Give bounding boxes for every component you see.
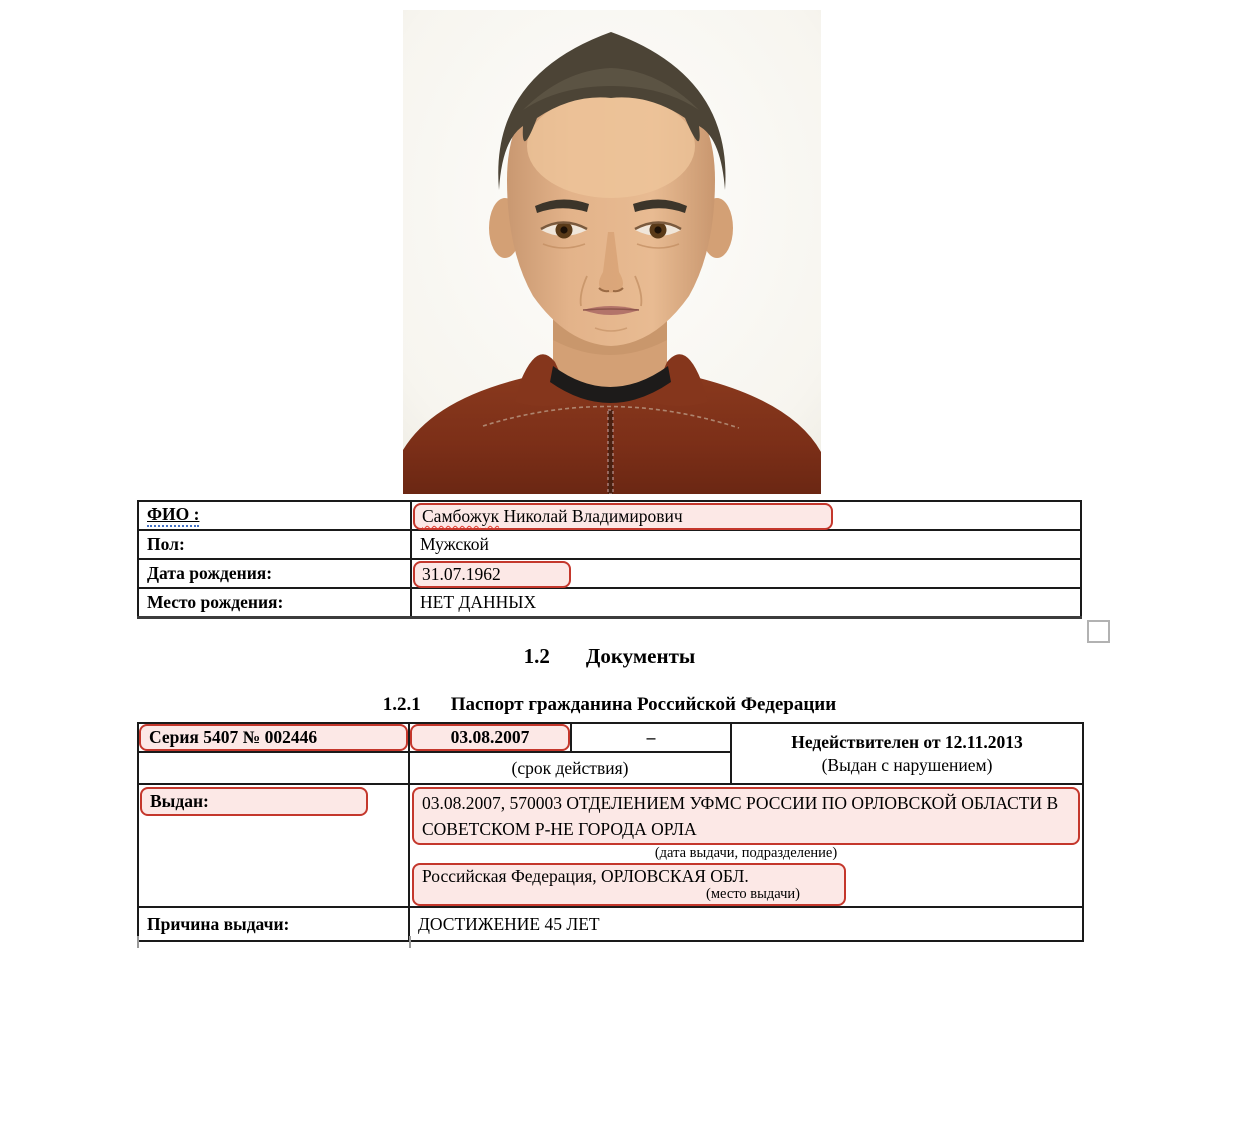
issued-value-highlight-box: [412, 787, 1080, 845]
fio-highlight-box: [413, 503, 833, 530]
section-title: Документы: [585, 644, 696, 668]
table-edge-stub: [409, 936, 411, 948]
issued-label: Выдан:: [150, 791, 209, 811]
birth-date-highlight-box: [413, 561, 571, 588]
series-highlight-box: [139, 724, 408, 751]
portrait-illustration: [403, 10, 821, 494]
birth-place-label: Место рождения:: [138, 588, 411, 617]
issued-sublabel: (дата выдачи, подразделение): [654, 845, 838, 861]
invalid-status-line2: (Выдан с нарушением): [821, 754, 993, 775]
personal-data-table: [137, 500, 1082, 619]
table-row: [138, 559, 1081, 588]
table-row: [138, 530, 1081, 559]
issue-date-highlight-box: [410, 724, 570, 751]
subsection-heading-passport: [137, 694, 1082, 716]
portrait-photo: [403, 10, 821, 494]
table-edge-stub: [137, 936, 139, 948]
issued-value: 03.08.2007, 570003 ОТДЕЛЕНИЕМ УФМС РОССИИ ПО ОРЛОВСКОЙ ОБЛАСТИ В СОВЕТСКОМ Р-НЕ ГОРОДА ОРЛА: [422, 793, 1059, 839]
invalid-status-line1: Недействителен от 12.11.2013: [791, 731, 1023, 752]
place-sublabel: (место выдачи): [706, 886, 800, 902]
table-row: [138, 501, 1081, 530]
passport-table: [137, 722, 1084, 942]
series-value: Серия 5407 № 002446: [149, 727, 318, 747]
section-heading-documents: [137, 644, 1082, 669]
birth-date-label: Дата рождения:: [138, 559, 411, 588]
fio-value: Самбожук Николай Владимирович: [422, 506, 683, 526]
table-row: [138, 784, 1083, 907]
table-row: [138, 907, 1083, 941]
gender-label: Пол:: [138, 530, 411, 559]
reason-value: ДОСТИЖЕНИЕ 45 ЛЕТ: [409, 907, 1083, 941]
place-highlight-box: [412, 863, 846, 906]
fio-label: ФИО :: [147, 504, 199, 527]
reason-label: Причина выдачи:: [138, 907, 409, 941]
birth-place-value: НЕТ ДАННЫХ: [411, 588, 1081, 617]
subsection-title: Паспорт гражданина Российской Федерации: [450, 694, 837, 715]
gender-value: Мужской: [411, 530, 1081, 559]
issued-label-highlight-box: [140, 787, 368, 816]
place-value: Российская Федерация, ОРЛОВСКАЯ ОБЛ.: [422, 866, 749, 886]
table-row: [138, 723, 1083, 752]
anchor-square: [1087, 620, 1110, 643]
birth-date-value: 31.07.1962: [422, 564, 501, 584]
table-row: [138, 588, 1081, 617]
section-number: 1.2: [523, 644, 550, 668]
validity-sublabel: (срок действия): [409, 752, 731, 784]
expiry-dash: –: [571, 723, 731, 752]
issue-date-value: 03.08.2007: [450, 727, 530, 747]
subsection-number: 1.2.1: [382, 694, 421, 715]
